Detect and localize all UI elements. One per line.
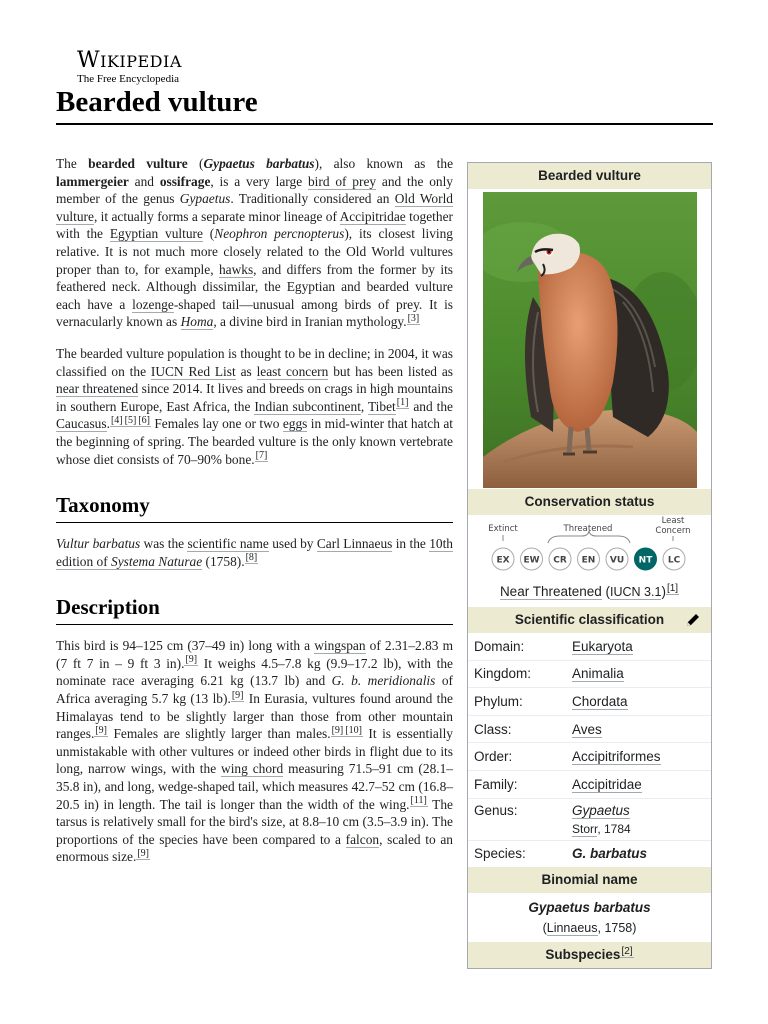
status-circle-cr[interactable] — [549, 548, 571, 570]
status-source-open: ( — [605, 584, 611, 599]
wiki-link[interactable]: falcon — [345, 831, 380, 847]
wiki-link[interactable]: Accipitridae — [339, 208, 406, 224]
reference-link[interactable]: [8] — [245, 552, 258, 564]
bearded-vulture-photo[interactable] — [483, 192, 697, 488]
reference-link[interactable]: [10] — [345, 724, 362, 736]
text-run: as — [235, 363, 257, 379]
genus-author-link[interactable]: Storr — [572, 821, 598, 836]
reference-link[interactable]: [9] — [185, 654, 198, 666]
conservation-status-text — [468, 581, 711, 607]
text-run: together with the — [56, 208, 453, 242]
binomial-author-link[interactable]: Linnaeus — [546, 921, 598, 936]
text-run: lammergeier — [56, 173, 129, 189]
text-run: Gypaetus barbatus — [203, 156, 315, 171]
taxonomy-label-species: Species: — [474, 846, 526, 862]
text-run: was the — [140, 536, 188, 552]
infobox — [467, 162, 712, 969]
text-run: This bird is 94–125 cm (37–49 in) long with a — [56, 638, 315, 654]
text-run: , — [360, 398, 368, 414]
text-run: The bearded vulture population is thought to be in decline; in 2004, it was classified on the — [56, 345, 453, 379]
scientific-classification-heading — [468, 607, 711, 633]
text-run: Gypaetus — [179, 191, 231, 207]
taxonomy-value-link[interactable]: Aves — [572, 721, 602, 737]
page-title: Bearded vulture — [56, 86, 258, 118]
status-reference[interactable]: [1] — [666, 582, 679, 594]
taxonomy-row — [468, 770, 711, 798]
scale-label-concern: Concern — [655, 526, 691, 536]
taxonomy-row — [468, 633, 711, 660]
text-run: ossifrage — [159, 173, 211, 189]
text-run: , it actually forms a separate minor lineage of — [93, 208, 340, 224]
taxonomy-label: Phylum: — [474, 693, 523, 709]
taxonomy-value-species: G. barbatus — [572, 846, 648, 862]
text-run: ), its closest living relative. It is not much more closely related to the Old World vultures proper than to, for example, — [56, 226, 454, 277]
wiki-link[interactable]: near threatened — [56, 381, 139, 397]
article-body — [56, 155, 453, 880]
svg-text:CR: CR — [553, 555, 567, 566]
description-paragraph — [56, 637, 453, 866]
taxonomy-label: Order: — [474, 749, 513, 765]
text-run: of 2.31–2.83 m (7 ft 7 in – 9 ft 3 in). — [56, 638, 453, 671]
text-run: ( — [202, 226, 215, 242]
scale-label-extinct: Extinct — [488, 524, 518, 534]
text-run: Females are slightly larger than males. — [107, 726, 331, 742]
text-run: , a divine bird in Iranian mythology. — [213, 314, 407, 330]
reference-link[interactable]: [9] — [137, 847, 149, 859]
status-source-close: ) — [661, 584, 666, 599]
subspecies-reference[interactable]: [2] — [621, 945, 633, 957]
text-run: . Traditionally considered an — [230, 191, 395, 207]
subspecies-heading — [468, 942, 711, 968]
text-run: ( — [187, 156, 204, 171]
text-run: in the — [392, 536, 430, 552]
text-run: Neophron percnopterus — [214, 226, 345, 242]
wikipedia-logo[interactable] — [77, 50, 217, 86]
binomial-author-rest: , 1758) — [597, 921, 637, 936]
status-source-link[interactable]: IUCN 3.1 — [610, 585, 662, 599]
reference-link[interactable]: [11] — [410, 795, 427, 807]
taxonomy-value-link[interactable]: Accipitridae — [572, 776, 642, 792]
taxonomy-value-link[interactable]: Animalia — [572, 666, 624, 682]
wiki-link[interactable]: eggs — [282, 416, 308, 432]
taxonomy-row — [468, 687, 711, 715]
wiki-link[interactable]: Indian subcontinent — [254, 398, 361, 414]
binomial-name-block — [468, 893, 711, 942]
text-run: (1758). — [202, 553, 245, 569]
wiki-link[interactable]: least concern — [256, 363, 329, 379]
svg-text:LC: LC — [667, 555, 681, 566]
svg-text:EX: EX — [496, 555, 510, 566]
reference-link[interactable]: [9] — [231, 689, 244, 701]
wiki-link[interactable]: IUCN Red List — [150, 363, 236, 379]
taxonomy-label: Class: — [474, 721, 512, 737]
text-run: and — [128, 173, 160, 189]
text-run: and the only member of the genus — [56, 173, 454, 207]
text-run: since 2014. It lives and breeds on crags in high mountains in southern Europe, East Africa, the — [56, 381, 453, 414]
reference-link[interactable]: [9] — [331, 724, 344, 736]
reference-link[interactable]: [4] — [110, 414, 123, 426]
reference-link[interactable]: [9] — [95, 724, 107, 736]
taxonomy-paragraph — [56, 535, 453, 570]
wiki-link[interactable]: 10th edition of — [56, 536, 453, 569]
wiki-link[interactable]: Systema Naturae — [111, 553, 203, 569]
text-run: bearded vulture — [88, 156, 188, 171]
text-run: , scaled to an enormous size. — [56, 831, 453, 865]
taxonomy-value-link[interactable]: Eukaryota — [572, 638, 633, 654]
text-run: , is a very large — [210, 173, 308, 189]
text-run: ), also known as the — [314, 156, 454, 171]
edit-pencil-icon[interactable] — [685, 612, 701, 628]
wiki-link[interactable]: Carl Linnaeus — [316, 536, 393, 552]
reference-link[interactable]: [1] — [396, 397, 409, 409]
text-run: of Africa averaging 5.7 kg (13 lb). — [56, 673, 453, 707]
text-run: G. b. meridionalis — [331, 673, 436, 689]
svg-text:VU: VU — [609, 555, 625, 566]
binomial-name: Gypaetus barbatus — [528, 900, 651, 916]
status-circle-lc[interactable] — [663, 548, 685, 570]
title-divider — [56, 123, 713, 125]
taxonomy-row-species — [468, 840, 711, 868]
wiki-link[interactable]: Old World vulture — [56, 191, 454, 224]
status-link-near-threatened[interactable]: Near Threatened — [499, 584, 602, 599]
wiki-link[interactable]: Tibet — [367, 398, 396, 414]
status-circle-vu[interactable] — [606, 548, 628, 570]
taxonomy-value-link[interactable]: Accipitriformes — [572, 749, 661, 765]
subspecies-label: Subspecies — [545, 947, 621, 963]
taxonomy-table — [468, 633, 711, 798]
scale-label-least: Least — [661, 516, 685, 526]
text-run: . — [106, 416, 110, 432]
logo-tagline: The Free Encyclopedia — [77, 73, 180, 85]
wiki-link[interactable]: wingspan — [314, 638, 366, 654]
taxonomy-row — [468, 660, 711, 688]
wiki-link[interactable]: lozenge — [132, 296, 174, 312]
intro-paragraph-2 — [56, 345, 453, 468]
taxonomy-row-genus — [468, 798, 711, 840]
taxonomy-label: Family: — [474, 776, 518, 792]
text-run: The — [56, 156, 89, 171]
reference-link[interactable]: [5] — [124, 414, 137, 426]
wiki-link[interactable]: scientific name — [187, 536, 269, 552]
text-run: but has been listed as — [328, 363, 453, 379]
text-run: Vultur barbatus — [56, 536, 141, 552]
svg-text:EN: EN — [581, 555, 596, 566]
status-circle-nt[interactable] — [635, 548, 657, 570]
wiki-link[interactable]: Egyptian vulture — [109, 226, 203, 242]
text-run: -shaped tail—unusual among birds of prey. It is vernacularly known as — [56, 296, 453, 330]
taxonomy-value-genus[interactable]: Gypaetus — [572, 802, 630, 818]
section-heading-description: Description — [56, 594, 453, 625]
binomial-authority — [468, 918, 711, 938]
status-circle-ew[interactable] — [521, 548, 543, 570]
reference-link[interactable]: [7] — [255, 450, 268, 462]
genus-authority — [572, 822, 711, 836]
wiki-link[interactable]: bird of prey — [307, 173, 377, 189]
taxonomy-label: Kingdom: — [474, 666, 532, 682]
taxonomy-value-link[interactable]: Chordata — [572, 693, 628, 709]
text-run: measuring 71.5–91 cm (28.1–35.8 in), and long, wedge-shaped tail, which measures 42.7–52 cm (16.8–20.5 in) in length. The tail is longer than the width of the wing. — [56, 761, 454, 812]
infobox-title: Bearded vulture — [468, 163, 711, 189]
wiki-link[interactable]: wing chord — [221, 761, 284, 777]
wiki-link[interactable]: hawks — [218, 261, 254, 277]
taxonomy-label-genus: Genus: — [474, 802, 518, 818]
text-run: The tarsus is relatively small for the bird's size, at 8.8–10 cm (3.5–3.9 in). The proportions of the species have been compared to a — [56, 796, 453, 847]
svg-text:EW: EW — [523, 555, 540, 566]
text-run: In Eurasia, vultures found around the Himalayas tend to be slightly larger than those from other mountain ranges. — [56, 691, 453, 742]
reference-link[interactable]: [6] — [138, 414, 150, 426]
text-run: and the — [409, 398, 453, 414]
genus-author-year: , 1784 — [597, 821, 631, 836]
svg-text:NT: NT — [638, 555, 653, 566]
section-heading-taxonomy: Taxonomy — [56, 492, 453, 523]
conservation-scale — [468, 515, 711, 581]
status-circle-ex[interactable] — [492, 548, 514, 570]
binomial-author-open: ( — [542, 921, 547, 936]
taxonomy-label: Domain: — [474, 638, 525, 654]
text-run: It is essentially unmistakable with other vultures or indeed other birds in flight due to its long, narrow wings, with the — [56, 726, 453, 777]
scale-label-threatened: Threatened — [563, 524, 613, 534]
taxonomy-row — [468, 742, 711, 770]
text-run: in mid-winter that hatch at the beginning of spring. The bearded vulture is the only known vertebrate whose diet consists of 70–90% bone. — [56, 416, 453, 467]
status-circle-en[interactable] — [578, 548, 600, 570]
taxonomy-row — [468, 715, 711, 743]
scientific-classification-label: Scientific classification — [514, 612, 665, 627]
conservation-status-heading: Conservation status — [468, 489, 711, 515]
text-run: Females lay one or two — [150, 416, 283, 432]
text-run: It weighs 4.5–7.8 kg (9.9–17.2 lb), with the nominate race averaging 6.21 kg (13.7 lb) and — [56, 655, 453, 689]
logo-wordmark: WIKIPEDIA — [77, 48, 182, 73]
intro-paragraph-1 — [56, 155, 453, 331]
wiki-link[interactable]: Homa — [180, 314, 214, 330]
reference-link[interactable]: [3] — [407, 312, 420, 324]
wiki-link[interactable]: Caucasus — [56, 416, 107, 432]
binomial-name-heading: Binomial name — [468, 867, 711, 893]
conservation-scale-graphic — [468, 515, 711, 581]
text-run: used by — [268, 536, 317, 552]
text-run: , and differs from the former by its feathered neck. Although dissimilar, the Egyptian and bearded vulture each have a — [56, 261, 453, 312]
